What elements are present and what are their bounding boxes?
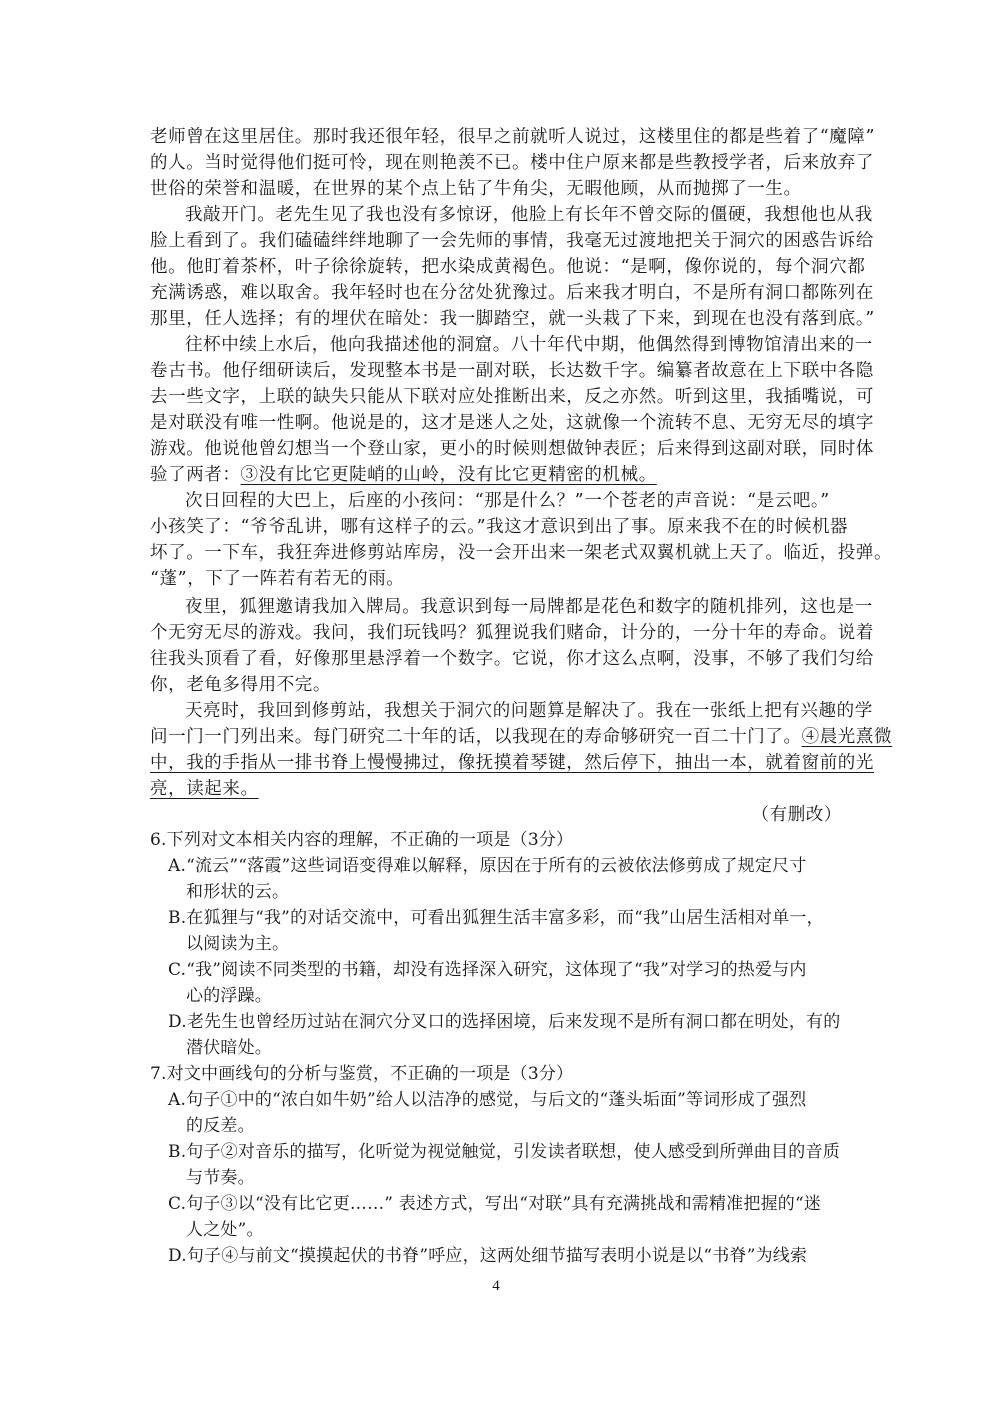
underlined-sentence-4-end: 亮，读起来。 (150, 779, 259, 799)
underlined-sentence-3: ③没有比它更陡峭的山岭，没有比它更精密的机械。 (240, 465, 657, 485)
passage-line: 充满诱惑，难以取舍。我年轻时也在分岔处犹豫过。后来我才明白，不是所有洞口都陈列在 (150, 283, 874, 303)
underlined-sentence-4-cont: 中，我的手指从一排书脊上慢慢拂过，像抚摸着琴键，然后停下，抽出一本，就着窗前的光 (150, 753, 874, 773)
passage-line: 夜里，狐狸邀请我加入牌局。我意识到每一局牌都是花色和数字的随机排列，这也是一 (185, 597, 873, 617)
passage-text: 验了两者： (150, 465, 241, 485)
passage-line: 世俗的荣誉和温暖，在世界的某个点上钻了牛角尖，无暇他顾，从而抛掷了一生。 (150, 179, 802, 199)
q7-option-d: D.句子④与前文“摸摸起伏的书脊”呼应，这两处细节描写表明小说是以“书脊”为线索 (168, 1246, 808, 1266)
passage-line: 他。他盯着茶杯，叶子徐徐旋转，把水染成黄褐色。他说：“是啊，像你说的，每个洞穴都 (150, 257, 866, 277)
passage-line: 往杯中续上水后，他向我描述他的洞窟。八十年代中期，他偶然得到博物馆清出来的一 (185, 335, 873, 355)
passage-line: 那里，任人选择；有的埋伏在暗处：我一脚踏空，就一头栽了下来，到现在也没有落到底。” (150, 309, 875, 329)
passage-line: 小孩笑了：“爷爷乱讲，哪有这样子的云。”我这才意识到出了事。原来我不在的时候机器 (150, 517, 849, 537)
q7-option-a-cont: 的反差。 (186, 1116, 255, 1136)
q7-option-a: A.句子①中的“浓白如牛奶”给人以洁净的感觉，与后文的“蓬头垢面”等词形成了强烈 (168, 1090, 807, 1110)
q6-option-d-cont: 潜伏暗处。 (186, 1038, 272, 1058)
q6-option-a: A.“流云”“落霞”这些词语变得难以解释，原因在于所有的云被依法修剪成了规定尺寸 (168, 856, 807, 876)
q7-option-c: C.句子③以“没有比它更……” 表述方式，写出“对联”具有充满挑战和需精准把握的“迷 (168, 1194, 822, 1214)
q7-option-b-cont: 与节奏。 (186, 1168, 255, 1188)
source-note: （有删改） (751, 805, 842, 825)
passage-line: 坏了。一下车，我狂奔进修剪站库房，没一会开出来一架老式双翼机就上天了。临近，投弹。 (150, 543, 893, 563)
passage-line: 个无穷无尽的游戏。我问，我们玩钱吗？狐狸说我们赌命，计分的，一分十年的寿命。说着 (150, 623, 874, 643)
passage-line: 卷古书。他仔细研读后，发现整本书是一副对联，长达数千字。编纂者故意在上下联中各隐 (150, 361, 874, 381)
passage-line: 的人。当时觉得他们挺可怜，现在则艳羡不已。楼中住户原来都是些教授学者，后来放弃了 (150, 153, 874, 173)
q6-option-c-cont: 心的浮躁。 (186, 986, 272, 1006)
page-number: 4 (492, 1278, 500, 1294)
q6-option-a-cont: 和形状的云。 (186, 882, 290, 902)
passage-line: 老师曾在这里居住。那时我还很年轻，很早之前就听人说过，这楼里住的都是些着了“魔障” (150, 127, 875, 147)
q6-option-c: C.“我”阅读不同类型的书籍，却没有选择深入研究，这体现了“我”对学习的热爱与内 (168, 960, 807, 980)
passage-line: 脸上看到了。我们磕磕绊绊地聊了一会先师的事情，我毫无过渡地把关于洞穴的困惑告诉给 (150, 231, 874, 251)
passage-line (150, 724, 893, 750)
question-7-stem: 7.对文中画线句的分析与鉴赏，不正确的一项是（3分） (150, 1064, 574, 1084)
q6-option-b: B.在狐狸与“我”的对话交流中，可看出狐狸生活丰富多彩，而“我”山居生活相对单一， (168, 908, 824, 928)
question-6-stem: 6.下列对文本相关内容的理解，不正确的一项是（3分） (150, 830, 574, 850)
q6-option-d: D.老先生也曾经历过站在洞穴分叉口的选择困境，后来发现不是所有洞口都在明处，有的 (168, 1012, 841, 1032)
q7-option-c-cont: 人之处”。 (186, 1220, 264, 1240)
passage-line: 我敲开门。老先生见了我也没有多惊讶，他脸上有长年不曾交际的僵硬，我想他也从我 (185, 205, 873, 225)
q6-option-b-cont: 以阅读为主。 (186, 934, 290, 954)
passage-line: 游戏。他说他曾幻想当一个登山家，更小的时候则想做钟表匠；后来得到这副对联，同时体 (150, 439, 874, 459)
passage-line: 天亮时，我回到修剪站，我想关于洞穴的问题算是解决了。我在一张纸上把有兴趣的学 (185, 701, 873, 721)
passage-line: 你，老龟多得用不完。 (150, 675, 331, 695)
passage-line: 是对联没有唯一性啊。他说是的，这才是迷人之处，这就像一个流转不息、无穷无尽的填字 (150, 413, 874, 433)
underlined-sentence-4: ④晨光熹微 (801, 727, 893, 747)
passage-text: 问一门一门列出来。每门研究二十年的话，以我现在的寿命够研究一百二十门了。 (150, 727, 802, 747)
passage-line: 去一些文字，上联的缺失只能从下联对应处推断出来，反之亦然。听到这里，我插嘴说，可 (150, 387, 874, 407)
passage-line: 往我头顶看了看，好像那里悬浮着一个数字。它说，你才这么点啊，没事，不够了我们匀给 (150, 649, 874, 669)
passage-line: 次日回程的大巴上，后座的小孩问：“那是什么？”一个苍老的声音说：“是云吧。” (185, 491, 830, 511)
passage-line: “蓬”，下了一阵若有若无的雨。 (150, 569, 405, 589)
q7-option-b: B.句子②对音乐的描写，化听觉为视觉触觉，引发读者联想，使人感受到所弹曲目的音质 (168, 1142, 840, 1162)
passage-line (150, 462, 845, 488)
